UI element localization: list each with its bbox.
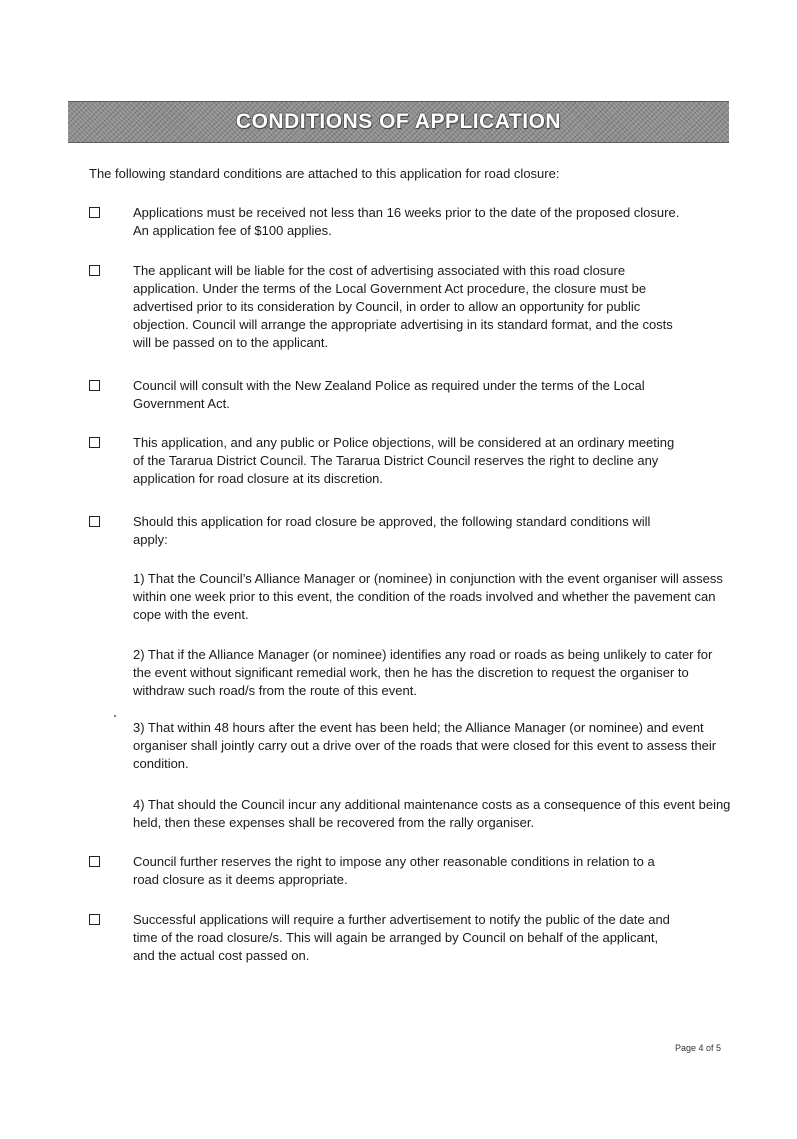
- stray-mark: [114, 715, 116, 717]
- condition-text: Council further reserves the right to impose any other reasonable conditions in relation to a road closure as it deems appropriate.: [133, 854, 655, 887]
- sub-condition-item: 3) That within 48 hours after the event has been held; the Alliance Manager (or nominee) and event organiser shall jointly carry out a drive over of the roads that were closed for this event to assess their condition.: [133, 720, 717, 771]
- sub-condition-item: 2) That if the Alliance Manager (or nominee) identifies any road or roads as being unlikely to cater for the event without significant remedial work, then he has the discretion to request the organiser to withdraw such road/s from the route of this event.: [133, 647, 713, 698]
- sub-condition-item: 1) That the Council’s Alliance Manager or (nominee) in conjunction with the event organiser will assess within one week prior to this event, the condition of the roads involved and whether the pavement can cope with the event.: [133, 571, 723, 622]
- checkbox[interactable]: [89, 516, 100, 527]
- checkbox[interactable]: [89, 856, 100, 867]
- condition-text: This application, and any public or Police objections, will be considered at an ordinary meeting of the Tararua District Council. The Tararua District Council reserves the right to decline any application for road closure at its discretion.: [133, 435, 675, 486]
- checkbox[interactable]: [89, 207, 100, 218]
- sub-condition-item: 4) That should the Council incur any additional maintenance costs as a consequence of this event being held, then these expenses shall be recovered from the rally organiser.: [133, 797, 731, 830]
- condition-text: The applicant will be liable for the cost of advertising associated with this road closure application. Under the terms of the Local Government Act procedure, the closure must be advertised prior to its consideration by Council, in order to allow an opportunity for public objection. Council will arrange the appropriate advertising in its standard format, and the costs will be passed on to the applicant.: [133, 263, 673, 350]
- condition-text: Council will consult with the New Zealand Police as required under the terms of the Local Government Act.: [133, 378, 645, 411]
- checkbox[interactable]: [89, 380, 100, 391]
- checkbox[interactable]: [89, 914, 100, 925]
- condition-text: Successful applications will require a further advertisement to notify the public of the date and time of the road closure/s. This will again be arranged by Council on behalf of the applicant, and the actual cost passed on.: [133, 912, 670, 963]
- condition-text: Applications must be received not less than 16 weeks prior to the date of the proposed closure. An application fee of $100 applies.: [133, 205, 680, 238]
- checkbox[interactable]: [89, 265, 100, 276]
- checkbox[interactable]: [89, 437, 100, 448]
- condition-text: Should this application for road closure be approved, the following standard conditions will apply:: [133, 514, 651, 547]
- section-banner: [68, 101, 729, 143]
- intro-text: The following standard conditions are attached to this application for road closure:: [89, 166, 560, 181]
- page-number: Page 4 of 5: [674, 1043, 721, 1053]
- section-title: CONDITIONS OF APPLICATION: [235, 110, 562, 133]
